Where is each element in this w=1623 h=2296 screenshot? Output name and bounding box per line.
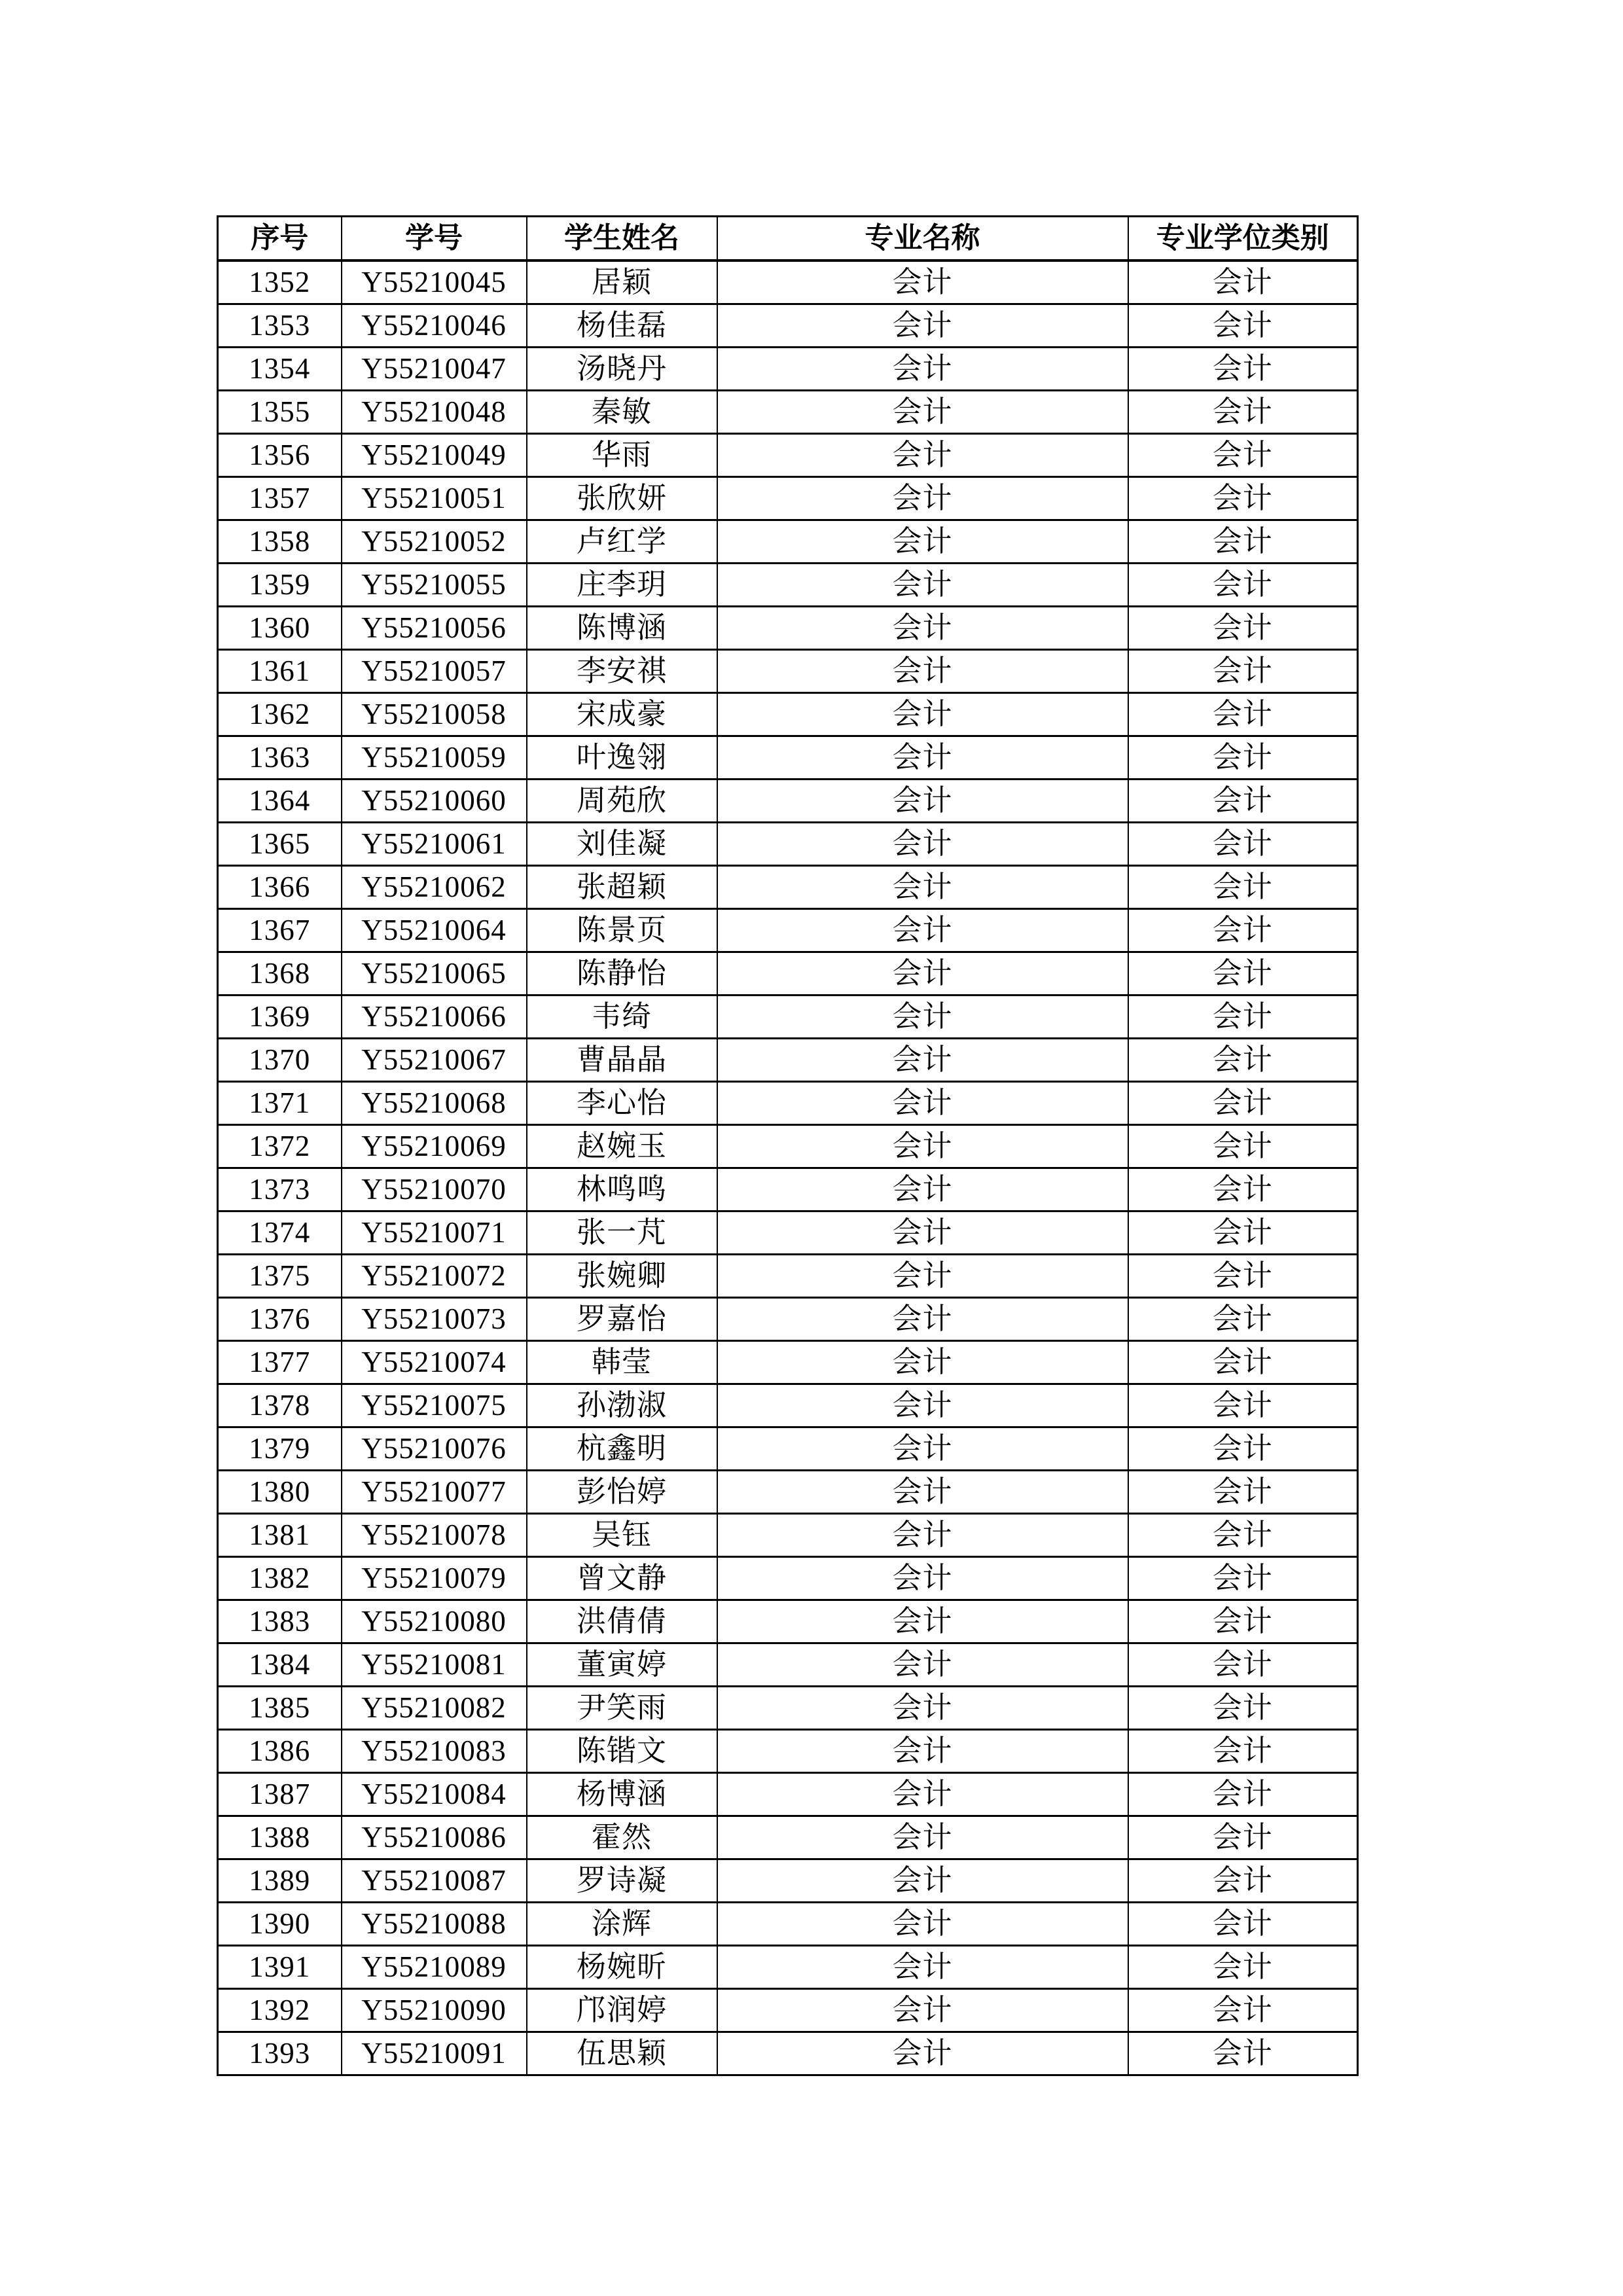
cell-student-name: 林鸣鸣: [527, 1168, 717, 1211]
cell-index: 1376: [218, 1298, 342, 1341]
cell-student-name: 罗嘉怡: [527, 1298, 717, 1341]
cell-index: 1383: [218, 1600, 342, 1643]
table-row: [218, 823, 1358, 866]
cell-degree-category: 会计: [1128, 1471, 1358, 1514]
cell-major: 会计: [717, 1341, 1128, 1384]
table-row: [218, 1341, 1358, 1384]
cell-degree-category: 会计: [1128, 1427, 1358, 1471]
table-row: [218, 1687, 1358, 1730]
cell-student-id: Y55210078: [342, 1514, 527, 1557]
cell-major: 会计: [717, 607, 1128, 650]
cell-student-name: 李安祺: [527, 650, 717, 693]
cell-degree-category: 会计: [1128, 1039, 1358, 1082]
table-row: [218, 693, 1358, 736]
cell-student-id: Y55210055: [342, 564, 527, 607]
cell-student-name: 涂辉: [527, 1903, 717, 1946]
cell-index: 1392: [218, 1989, 342, 2032]
table-row: [218, 304, 1358, 348]
cell-degree-category: 会计: [1128, 1211, 1358, 1255]
cell-student-name: 罗诗凝: [527, 1859, 717, 1903]
cell-major: 会计: [717, 1643, 1128, 1687]
header-student-id: 学号: [342, 217, 527, 261]
cell-major: 会计: [717, 693, 1128, 736]
cell-degree-category: 会计: [1128, 1600, 1358, 1643]
cell-degree-category: 会计: [1128, 650, 1358, 693]
cell-student-id: Y55210077: [342, 1471, 527, 1514]
cell-student-name: 宋成豪: [527, 693, 717, 736]
student-table-body: [218, 260, 1358, 2075]
cell-degree-category: 会计: [1128, 2032, 1358, 2075]
table-row: [218, 952, 1358, 996]
cell-student-name: 张婉卿: [527, 1255, 717, 1298]
cell-student-id: Y55210058: [342, 693, 527, 736]
table-row: [218, 1989, 1358, 2032]
table-row: [218, 348, 1358, 391]
cell-major: 会计: [717, 1514, 1128, 1557]
cell-index: 1385: [218, 1687, 342, 1730]
cell-student-id: Y55210074: [342, 1341, 527, 1384]
cell-student-id: Y55210062: [342, 866, 527, 909]
cell-degree-category: 会计: [1128, 304, 1358, 348]
cell-index: 1375: [218, 1255, 342, 1298]
table-row: [218, 477, 1358, 520]
cell-major: 会计: [717, 780, 1128, 823]
cell-student-id: Y55210069: [342, 1125, 527, 1168]
cell-student-id: Y55210049: [342, 434, 527, 477]
table-row: [218, 996, 1358, 1039]
cell-degree-category: 会计: [1128, 1903, 1358, 1946]
cell-major: 会计: [717, 909, 1128, 952]
cell-degree-category: 会计: [1128, 1859, 1358, 1903]
cell-student-name: 华雨: [527, 434, 717, 477]
cell-student-id: Y55210057: [342, 650, 527, 693]
cell-student-name: 居颖: [527, 260, 717, 304]
cell-degree-category: 会计: [1128, 348, 1358, 391]
cell-student-name: 赵婉玉: [527, 1125, 717, 1168]
cell-major: 会计: [717, 1730, 1128, 1773]
cell-major: 会计: [717, 1903, 1128, 1946]
cell-index: 1364: [218, 780, 342, 823]
cell-student-id: Y55210066: [342, 996, 527, 1039]
cell-major: 会计: [717, 348, 1128, 391]
cell-student-id: Y55210087: [342, 1859, 527, 1903]
cell-major: 会计: [717, 304, 1128, 348]
cell-student-name: 霍然: [527, 1816, 717, 1859]
cell-major: 会计: [717, 564, 1128, 607]
cell-index: 1355: [218, 391, 342, 434]
cell-student-id: Y55210071: [342, 1211, 527, 1255]
cell-degree-category: 会计: [1128, 1946, 1358, 1989]
cell-degree-category: 会计: [1128, 1989, 1358, 2032]
table-row: [218, 866, 1358, 909]
cell-student-id: Y55210048: [342, 391, 527, 434]
cell-student-name: 陈博涵: [527, 607, 717, 650]
cell-index: 1361: [218, 650, 342, 693]
cell-index: 1382: [218, 1557, 342, 1600]
cell-student-id: Y55210068: [342, 1082, 527, 1125]
cell-degree-category: 会计: [1128, 1687, 1358, 1730]
cell-student-id: Y55210060: [342, 780, 527, 823]
cell-index: 1358: [218, 520, 342, 564]
cell-student-name: 陈锴文: [527, 1730, 717, 1773]
table-row: [218, 650, 1358, 693]
table-row: [218, 1600, 1358, 1643]
table-row: [218, 1168, 1358, 1211]
cell-major: 会计: [717, 1211, 1128, 1255]
cell-degree-category: 会计: [1128, 952, 1358, 996]
cell-student-name: 韦绮: [527, 996, 717, 1039]
header-student-name: 学生姓名: [527, 217, 717, 261]
cell-index: 1371: [218, 1082, 342, 1125]
table-row: [218, 564, 1358, 607]
cell-degree-category: 会计: [1128, 693, 1358, 736]
cell-student-name: 张一芃: [527, 1211, 717, 1255]
cell-index: 1362: [218, 693, 342, 736]
cell-student-name: 曹晶晶: [527, 1039, 717, 1082]
cell-index: 1389: [218, 1859, 342, 1903]
cell-degree-category: 会计: [1128, 1384, 1358, 1427]
cell-index: 1377: [218, 1341, 342, 1384]
cell-student-id: Y55210081: [342, 1643, 527, 1687]
cell-student-id: Y55210065: [342, 952, 527, 996]
table-row: [218, 1255, 1358, 1298]
table-row: [218, 1643, 1358, 1687]
table-row: [218, 260, 1358, 304]
cell-student-id: Y55210051: [342, 477, 527, 520]
cell-degree-category: 会计: [1128, 1341, 1358, 1384]
cell-major: 会计: [717, 1082, 1128, 1125]
cell-major: 会计: [717, 1255, 1128, 1298]
cell-degree-category: 会计: [1128, 1557, 1358, 1600]
cell-student-name: 杨博涵: [527, 1773, 717, 1816]
cell-degree-category: 会计: [1128, 866, 1358, 909]
cell-major: 会计: [717, 1989, 1128, 2032]
cell-degree-category: 会计: [1128, 477, 1358, 520]
cell-student-id: Y55210075: [342, 1384, 527, 1427]
cell-major: 会计: [717, 736, 1128, 780]
table-row: [218, 434, 1358, 477]
cell-student-id: Y55210056: [342, 607, 527, 650]
table-row: [218, 1773, 1358, 1816]
cell-student-name: 韩莹: [527, 1341, 717, 1384]
cell-student-id: Y55210086: [342, 1816, 527, 1859]
cell-degree-category: 会计: [1128, 823, 1358, 866]
cell-index: 1391: [218, 1946, 342, 1989]
cell-index: 1363: [218, 736, 342, 780]
cell-major: 会计: [717, 1471, 1128, 1514]
cell-student-name: 李心怡: [527, 1082, 717, 1125]
cell-student-id: Y55210091: [342, 2032, 527, 2075]
cell-index: 1367: [218, 909, 342, 952]
cell-student-id: Y55210046: [342, 304, 527, 348]
cell-index: 1374: [218, 1211, 342, 1255]
cell-degree-category: 会计: [1128, 520, 1358, 564]
cell-index: 1388: [218, 1816, 342, 1859]
cell-degree-category: 会计: [1128, 996, 1358, 1039]
cell-index: 1386: [218, 1730, 342, 1773]
cell-index: 1378: [218, 1384, 342, 1427]
cell-major: 会计: [717, 1384, 1128, 1427]
cell-student-name: 陈景页: [527, 909, 717, 952]
cell-index: 1393: [218, 2032, 342, 2075]
cell-major: 会计: [717, 1427, 1128, 1471]
cell-major: 会计: [717, 996, 1128, 1039]
cell-index: 1373: [218, 1168, 342, 1211]
table-row: [218, 607, 1358, 650]
cell-student-id: Y55210090: [342, 1989, 527, 2032]
cell-index: 1381: [218, 1514, 342, 1557]
cell-index: 1354: [218, 348, 342, 391]
cell-student-name: 张欣妍: [527, 477, 717, 520]
cell-major: 会计: [717, 520, 1128, 564]
cell-student-id: Y55210047: [342, 348, 527, 391]
cell-degree-category: 会计: [1128, 1643, 1358, 1687]
cell-student-id: Y55210089: [342, 1946, 527, 1989]
cell-major: 会计: [717, 391, 1128, 434]
cell-student-id: Y55210084: [342, 1773, 527, 1816]
cell-index: 1356: [218, 434, 342, 477]
cell-degree-category: 会计: [1128, 260, 1358, 304]
table-row: [218, 1816, 1358, 1859]
table-row: [218, 1514, 1358, 1557]
cell-major: 会计: [717, 1946, 1128, 1989]
cell-student-name: 吴钰: [527, 1514, 717, 1557]
cell-major: 会计: [717, 260, 1128, 304]
table-row: [218, 2032, 1358, 2075]
cell-student-name: 汤晓丹: [527, 348, 717, 391]
cell-student-id: Y55210076: [342, 1427, 527, 1471]
table-row: [218, 1903, 1358, 1946]
header-index: 序号: [218, 217, 342, 261]
cell-student-name: 洪倩倩: [527, 1600, 717, 1643]
cell-degree-category: 会计: [1128, 1773, 1358, 1816]
cell-degree-category: 会计: [1128, 736, 1358, 780]
cell-major: 会计: [717, 1859, 1128, 1903]
table-row: [218, 1384, 1358, 1427]
cell-major: 会计: [717, 650, 1128, 693]
cell-major: 会计: [717, 1687, 1128, 1730]
student-roster-table: [217, 215, 1359, 2076]
cell-degree-category: 会计: [1128, 1125, 1358, 1168]
cell-degree-category: 会计: [1128, 909, 1358, 952]
cell-degree-category: 会计: [1128, 1816, 1358, 1859]
cell-index: 1365: [218, 823, 342, 866]
cell-major: 会计: [717, 434, 1128, 477]
cell-student-id: Y55210073: [342, 1298, 527, 1341]
cell-index: 1366: [218, 866, 342, 909]
cell-index: 1357: [218, 477, 342, 520]
cell-student-id: Y55210080: [342, 1600, 527, 1643]
table-row: [218, 1298, 1358, 1341]
table-row: [218, 391, 1358, 434]
table-row: [218, 1730, 1358, 1773]
table-row: [218, 1039, 1358, 1082]
cell-degree-category: 会计: [1128, 391, 1358, 434]
cell-student-id: Y55210083: [342, 1730, 527, 1773]
cell-student-id: Y55210072: [342, 1255, 527, 1298]
cell-index: 1390: [218, 1903, 342, 1946]
header-major: 专业名称: [717, 217, 1128, 261]
cell-index: 1359: [218, 564, 342, 607]
table-row: [218, 1082, 1358, 1125]
cell-major: 会计: [717, 2032, 1128, 2075]
cell-student-name: 伍思颖: [527, 2032, 717, 2075]
table-row: [218, 1211, 1358, 1255]
table-row: [218, 736, 1358, 780]
cell-major: 会计: [717, 866, 1128, 909]
cell-degree-category: 会计: [1128, 434, 1358, 477]
cell-index: 1380: [218, 1471, 342, 1514]
cell-student-id: Y55210067: [342, 1039, 527, 1082]
cell-major: 会计: [717, 1773, 1128, 1816]
cell-student-id: Y55210052: [342, 520, 527, 564]
cell-student-name: 杭鑫明: [527, 1427, 717, 1471]
cell-index: 1352: [218, 260, 342, 304]
cell-student-name: 董寅婷: [527, 1643, 717, 1687]
cell-student-id: Y55210061: [342, 823, 527, 866]
cell-index: 1360: [218, 607, 342, 650]
cell-student-name: 邝润婷: [527, 1989, 717, 2032]
cell-major: 会计: [717, 1557, 1128, 1600]
cell-degree-category: 会计: [1128, 607, 1358, 650]
cell-degree-category: 会计: [1128, 1255, 1358, 1298]
cell-major: 会计: [717, 1600, 1128, 1643]
cell-index: 1353: [218, 304, 342, 348]
cell-index: 1384: [218, 1643, 342, 1687]
cell-student-name: 彭怡婷: [527, 1471, 717, 1514]
cell-student-id: Y55210059: [342, 736, 527, 780]
table-row: [218, 1946, 1358, 1989]
cell-student-name: 曾文静: [527, 1557, 717, 1600]
header-degree-category: 专业学位类别: [1128, 217, 1358, 261]
cell-degree-category: 会计: [1128, 1730, 1358, 1773]
cell-student-id: Y55210070: [342, 1168, 527, 1211]
cell-student-id: Y55210088: [342, 1903, 527, 1946]
cell-index: 1379: [218, 1427, 342, 1471]
cell-major: 会计: [717, 952, 1128, 996]
cell-degree-category: 会计: [1128, 564, 1358, 607]
table-header-row: [218, 217, 1358, 261]
cell-index: 1368: [218, 952, 342, 996]
cell-degree-category: 会计: [1128, 1514, 1358, 1557]
cell-major: 会计: [717, 477, 1128, 520]
table-row: [218, 909, 1358, 952]
cell-student-id: Y55210045: [342, 260, 527, 304]
table-row: [218, 1557, 1358, 1600]
cell-student-name: 刘佳凝: [527, 823, 717, 866]
cell-student-name: 庄李玥: [527, 564, 717, 607]
cell-student-id: Y55210064: [342, 909, 527, 952]
cell-major: 会计: [717, 1039, 1128, 1082]
cell-index: 1387: [218, 1773, 342, 1816]
cell-major: 会计: [717, 1125, 1128, 1168]
cell-degree-category: 会计: [1128, 1082, 1358, 1125]
cell-student-name: 孙渤淑: [527, 1384, 717, 1427]
table-row: [218, 1125, 1358, 1168]
cell-degree-category: 会计: [1128, 780, 1358, 823]
cell-student-name: 周苑欣: [527, 780, 717, 823]
table-row: [218, 1859, 1358, 1903]
table-row: [218, 780, 1358, 823]
cell-major: 会计: [717, 823, 1128, 866]
cell-student-name: 张超颖: [527, 866, 717, 909]
table-row: [218, 1471, 1358, 1514]
cell-student-name: 杨佳磊: [527, 304, 717, 348]
table-row: [218, 520, 1358, 564]
cell-student-name: 秦敏: [527, 391, 717, 434]
cell-index: 1372: [218, 1125, 342, 1168]
cell-degree-category: 会计: [1128, 1168, 1358, 1211]
cell-major: 会计: [717, 1816, 1128, 1859]
cell-student-name: 陈静怡: [527, 952, 717, 996]
cell-major: 会计: [717, 1298, 1128, 1341]
cell-major: 会计: [717, 1168, 1128, 1211]
cell-student-name: 杨婉昕: [527, 1946, 717, 1989]
cell-student-name: 卢红学: [527, 520, 717, 564]
cell-student-name: 叶逸翎: [527, 736, 717, 780]
cell-degree-category: 会计: [1128, 1298, 1358, 1341]
cell-student-name: 尹笑雨: [527, 1687, 717, 1730]
cell-index: 1369: [218, 996, 342, 1039]
cell-student-id: Y55210082: [342, 1687, 527, 1730]
cell-student-id: Y55210079: [342, 1557, 527, 1600]
cell-index: 1370: [218, 1039, 342, 1082]
table-row: [218, 1427, 1358, 1471]
